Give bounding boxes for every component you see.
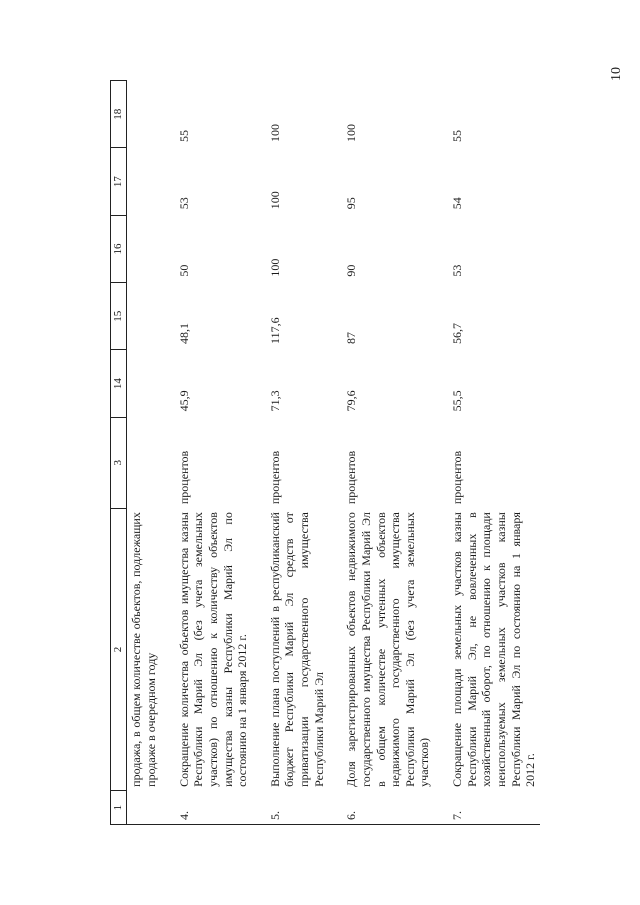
table-row — [328, 81, 342, 825]
header-cell: 17 — [111, 148, 127, 215]
row-number: 5. — [266, 791, 329, 825]
table-row — [266, 81, 329, 825]
indicator-name: Сокращение количества объектов имущества казны Республики Марий Эл (без учета земельных участков) по отношению к количеству объектов имущества казны Республики Марий Эл по состоянию на 1 января 2012 г. — [176, 512, 250, 787]
header-row — [111, 81, 127, 825]
value-cell: 45,9 — [176, 390, 191, 412]
unit: процентов — [344, 450, 359, 505]
value-cell: 55 — [176, 129, 191, 142]
unit: процентов — [176, 450, 191, 505]
unit: процентов — [267, 450, 282, 505]
value-cell: 100 — [267, 258, 282, 277]
value-cell: 54 — [450, 197, 465, 210]
page-number: 10 — [609, 67, 624, 81]
value-cell: 100 — [344, 123, 359, 142]
table-row — [252, 81, 266, 825]
value-cell: 48,1 — [176, 322, 191, 344]
value-cell: 53 — [176, 197, 191, 210]
value-cell: 56,7 — [450, 322, 465, 344]
header-cell: 14 — [111, 350, 127, 417]
value-cell: 50 — [176, 264, 191, 277]
value-cell: 117,6 — [267, 317, 282, 344]
table-row — [448, 81, 540, 825]
indicator-name: Выполнение плана поступлений в республиканский бюджет Республики Марий Эл средств от приватизации государственного имущества Республики Марий Эл — [267, 512, 326, 787]
value-cell: 55 — [450, 129, 465, 142]
value-cell: 100 — [267, 123, 282, 142]
value-cell: 55,5 — [450, 390, 465, 412]
value-cell: 90 — [344, 264, 359, 277]
value-cell: 71,3 — [267, 390, 282, 412]
header-cell: 16 — [111, 215, 127, 282]
table-row — [127, 81, 161, 825]
table-row — [434, 81, 448, 825]
row-number: 4. — [175, 791, 252, 825]
header-cell: 15 — [111, 283, 127, 350]
unit: процентов — [450, 450, 465, 505]
continuation-text: продажа, в общем количестве объектов, подлежащих продаже в очередном году — [129, 512, 159, 787]
table-row — [161, 81, 175, 825]
indicators-table — [110, 80, 540, 825]
table-row — [175, 81, 252, 825]
value-cell: 79,6 — [344, 390, 359, 412]
header-cell: 18 — [111, 81, 127, 148]
header-cell: 2 — [111, 508, 127, 791]
value-cell: 100 — [267, 191, 282, 210]
row-number: 6. — [342, 791, 434, 825]
table-row — [342, 81, 434, 825]
value-cell: 53 — [450, 264, 465, 277]
rotated-table-container — [110, 80, 545, 825]
value-cell: 87 — [344, 331, 359, 344]
header-cell: 1 — [111, 791, 127, 825]
indicator-name: Доля зарегистрированных объектов недвижимого государственного имущества Республики Марий Эл в общем количестве учтенных объектов недвижимого государственного имущества Республики Марий Эл (без учета земельных участков) — [344, 512, 432, 787]
header-cell: 3 — [111, 417, 127, 508]
indicator-name: Сокращение площади земельных участков казны Республики Марий Эл, не вовлеченных в хозяйственный оборот, по отношению к площади неиспользуемых земельных участков казны Республики Марий Эл по состоянию на 1 января 2012 г. — [450, 512, 538, 787]
value-cell: 95 — [344, 197, 359, 210]
row-number: 7. — [448, 791, 540, 825]
